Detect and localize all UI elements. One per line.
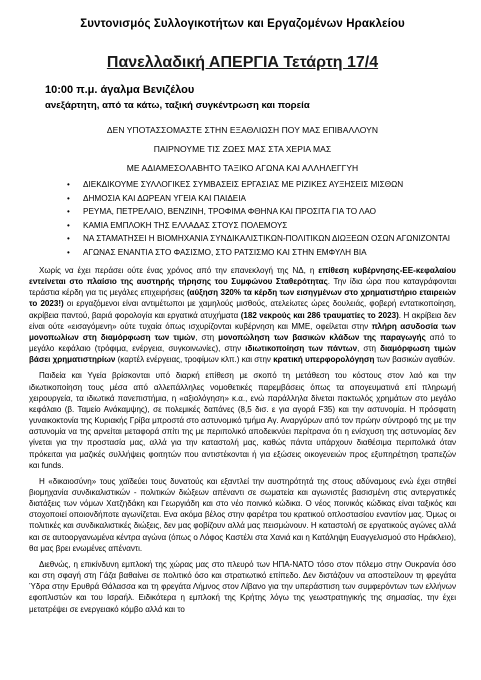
paragraph-international: Διεθνώς, η επικίνδυνη εμπλοκή της χώρας μας στο πλευρό των ΗΠΑ-ΝΑΤΟ τόσο στον πόλεμο στην Ουκρανία όσο και στη σφαγή στη Γάζα βαθαίνει σε πολιτικό όσο και στρατιωτικό επίπεδο. Δεν διστάζουν να αποστείλουν τη φρεγάτα Ύδρα στην Ερυθρά Θάλασσα και τη φρεγάτα Λήμνος στον Λίβανο για την υπεράσπιση των συμφερόντων των ελλήνων εφοπλιστών και του Ισραήλ. Ειδικότερα η εμπλοκή της Κρήτης λόγω της γεωστρατηγικής της σημασίας, την έχει μετατρέψει σε ενεργειακό κόμβο αλλά και το	[29, 559, 456, 614]
paragraph-education-health: Παιδεία και Υγεία βρίσκονται υπό διαρκή επίθεση με σκοπό τη μετάθεση του κόστους στον λαό και την ιδιωτικοποίηση τους μέσα από αλλεπάλληλες νομοθετικές παρεμβάσεις όπως τα απογευματινά επί πληρωμή χειρουργεία, τα ιδιωτικά πανεπιστήμια, η «αξιολόγηση» κ.α., ενώ παράλληλα δίνεται πακτωλός χρημάτων στο μεγάλο κεφάλαιο (β. Ταμείο Ανάκαμψης), σε πολεμικές δαπάνες (8,5 δισ. ε για αγορά F35) και την αστυνομία. Η πρόσφατη γυναικοκτονία της Κυριακής Γρίβα μπροστά στο αστυνομικό τμήμα Αγ. Αναργύρων από τον πρώην σύντροφό της με την αστυνομία να της αρνείται μεταφορά σπίτι της με περιπολικό αποδεικνύει περίτρανα ότι η ενίσχυση της αστυνομίας δεν γίνεται για την προστασία μας, αλλά για την καταστολή μας, καθώς πάντα υπάρχουν διαθέσιμα περιπολικά όταν πρόκειται για μαζικές συλλήψεις φοιτητών που αντιστέκονται ή για εξώσεις οικογενειών προς εξυπηρέτηση τραπεζών και funds.	[29, 371, 456, 470]
paragraph-economy: Χωρίς να έχει περάσει ούτε ένας χρόνος από την επανεκλογή της ΝΔ, η επίθεση κυβέρνησης-ΕΕ-κεφαλαίου εντείνεται στο πλαίσιο της αυστηρής τήρησης του Συμφώνου Σταθερότητας. Την ίδια ώρα που καταγράφονται τεράστια κέρδη για τις μεγάλες επιχειρήσεις (αύξηση 320% τα κέρδη των εισηγμένων στο χρηματιστήριο εταιρειών το 2023!) οι εργαζόμενοι είναι αντιμέτωποι με χαμηλούς μισθούς, ατελείωτες ώρες δουλειάς, φοβερή εντατικοποίηση, ακρίβεια παντού, βαριά φορολογία και εργατικά ατυχήματα (182 νεκρούς και 286 τραυματίες το 2023). Η ακρίβεια δεν είναι ούτε «εισαγόμενη» ούτε τυχαία όπως ισχυρίζονται κυβέρνηση και ΜΜΕ, οφείλεται στην πλήρη ασυδοσία των μονοπωλίων στη διαμόρφωση των τιμών, στη μονοπώληση των βασικών κλάδων της παραγωγής από το μεγάλο κεφάλαιο (τρόφιμα, ενέργεια, συγκοινωνίες), στην ιδιωτικοποίηση των πάντων, στη διαμόρφωση τιμών βάσει χρηματιστηρίων (καρτέλ ενέργειας, τροφίμων κλπ.) και στην κρατική υπερφορολόγηση των βασικών αγαθών.	[29, 266, 457, 365]
bullet-icon: •	[67, 207, 70, 216]
paragraph-justice: Η «δικαιοσύνη» τους χαϊδεύει τους δυνατούς και εξαντλεί την αυστηρότητά της στους αδύναμους ενώ έχει στηθεί βιομηχανία συνδικαλιστικών - πολιτικών διώξεων απέναντι σε σωματεία και αγωνιστές βασισμένη στις αντεργατικές διατάξεις των νόμων Χατζηδάκη και Γεωργιάδη και στο νέο ποινικό κώδικα. Ο νέος ποινικός κώδικας είναι ταξικός και στοχοποιεί οποιονδήποτε αγωνίζεται. Ενα ακόμα βέλος στην φαρέτρα του κρατικού οπλοστασίου εναντίον μας. Όμως οι πολιτικές και συνδικαλιστικές διώξεις, δεν μας φοβίζουν αλλά μας πεισμώνουν. Η καταστολή σε εργατικούς αγώνες αλλά και σε αυτοοργανωμένα κέντρα αγώνα (όπως ο Λόφος Καστέλι στα Χανιά και η Κατάληψη Ευαγγελισμού στο Ηράκλειο), θα μας βρει ενωμένες απέναντι.	[29, 476, 456, 553]
bullet-icon: •	[67, 193, 70, 203]
demand-item	[67, 205, 456, 219]
slogan-3: ΜΕ ΑΔΙΑΜΕΣΟΛΑΒΗΤΟ ΤΑΞΙΚΟ ΑΓΩΝΑ ΚΑΙ ΑΛΛΗΛΕΓΓΥΗ	[126, 163, 359, 173]
demand-item	[67, 178, 456, 192]
demand-item	[67, 232, 456, 246]
demand-text: ΚΑΜΙΑ ΕΜΠΛΟΚΗ ΤΗΣ ΕΛΛΑΔΑΣ ΣΤΟΥΣ ΠΟΛΕΜΟΥΣ	[83, 220, 288, 230]
demands-list	[29, 178, 456, 259]
bullet-icon: •	[67, 234, 70, 243]
demand-text: ΑΓΩΝΑΣ ΕΝΑΝΤΙΑ ΣΤΟ ΦΑΣΙΣΜΟ, ΣΤΟ ΡΑΤΣΙΣΜΟ ΚΑΙ ΣΤΗΝ ΕΜΦΥΛΗ ΒΙΑ	[83, 247, 367, 257]
demand-item	[67, 192, 456, 206]
strike-title: Πανελλαδική ΑΠΕΡΓΙΑ Τετάρτη 17/4	[106, 54, 379, 71]
demand-text: ΝΑ ΣΤΑΜΑΤΗΣΕΙ Η ΒΙΟΜΗΧΑΝΙΑ ΣΥΝΔΙΚΑΛΙΣΤΙΚΩΝ-ΠΟΛΙΤΙΚΩΝ ΔΙΩΞΕΩΝ ΟΣΩΝ ΑΓΩΝΙΖΟΝΤΑΙ	[83, 234, 450, 243]
bullet-icon: •	[67, 180, 70, 189]
demand-text: ΔΙΕΚΔΙΚΟΥΜΕ ΣΥΛΛΟΓΙΚΕΣ ΣΥΜΒΑΣΕΙΣ ΕΡΓΑΣΙΑΣ ΜΕ ΡΙΖΙΚΕΣ ΑΥΞΗΣΕΙΣ ΜΙΣΘΩΝ	[83, 180, 404, 189]
strike-time-location: 10:00 π.μ. άγαλμα Βενιζέλου	[45, 84, 195, 96]
bullet-icon: •	[67, 220, 70, 230]
demand-text: ΔΗΜΟΣΙΑ ΚΑΙ ΔΩΡΕΑΝ ΥΓΕΙΑ ΚΑΙ ΠΑΙΔΕΙΑ	[83, 193, 246, 203]
slogan-1: ΔΕΝ ΥΠΟΤΑΣΣΟΜΑΣΤΕ ΣΤΗΝ ΕΞΑΘΛΙΩΣΗ ΠΟΥ ΜΑΣ ΕΠΙΒΑΛΛΟΥΝ	[106, 125, 379, 135]
slogan-2: ΠΑΙΡΝΟΥΜΕ ΤΙΣ ΖΩΕΣ ΜΑΣ ΣΤΑ ΧΕΡΙΑ ΜΑΣ	[153, 144, 332, 154]
organization-title: Συντονισμός Συλλογικοτήτων και Εργαζομένων Ηρακλείου	[80, 18, 405, 30]
demand-text: ΡΕΥΜΑ, ΠΕΤΡΕΛΑΙΟ, ΒΕΝΖΙΝΗ, ΤΡΟΦΙΜΑ ΦΘΗΝΑ ΚΑΙ ΠΡΟΣΙΤΑ ΓΙΑ ΤΟ ΛΑΟ	[83, 207, 377, 216]
demand-item	[67, 246, 456, 260]
demand-item	[67, 219, 456, 233]
bullet-icon: •	[67, 247, 70, 257]
strike-description: ανεξάρτητη, από τα κάτω, ταξική συγκέντρωση και πορεία	[45, 100, 310, 111]
